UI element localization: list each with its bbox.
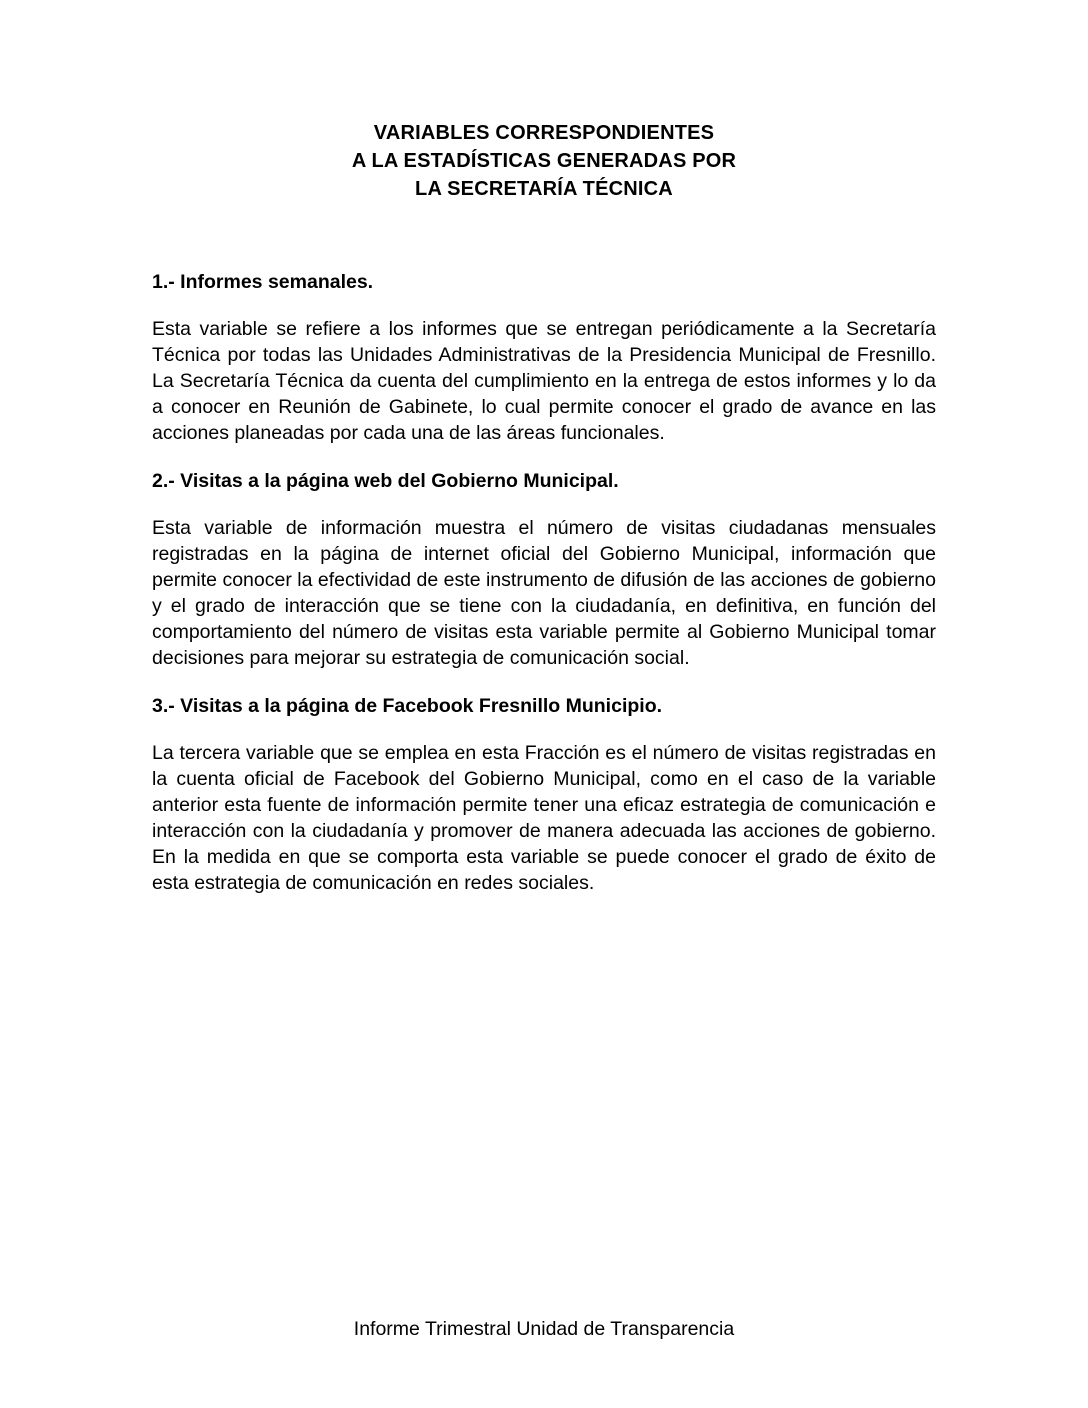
- section-visitas-pagina-web: [152, 468, 936, 671]
- section-visitas-facebook: [152, 693, 936, 896]
- document-title-line-2: A LA ESTADÍSTICAS GENERADAS POR: [351, 150, 737, 172]
- section-informes-semanales: [152, 269, 936, 446]
- document-title: [152, 119, 936, 203]
- document-title-line-3: LA SECRETARÍA TÉCNICA: [415, 178, 673, 200]
- document-title-line-1: VARIABLES CORRESPONDIENTES: [373, 122, 715, 144]
- section-heading: 2.- Visitas a la página web del Gobierno Municipal.: [152, 470, 619, 492]
- section-heading: 1.- Informes semanales.: [152, 271, 374, 293]
- section-body: La tercera variable que se emplea en esta Fracción es el número de visitas registradas en la cuenta oficial de Facebook del Gobierno Municipal, como en el caso de la variable anterior esta fuente de información permite tener una eficaz estrategia de comunicación e interacción con la ciudadanía y promover de manera adecuada las acciones de gobierno. En la medida en que se comporta esta variable se puede conocer el grado de éxito de esta estrategia de comunicación en redes sociales.: [152, 742, 936, 894]
- document-footer: Informe Trimestral Unidad de Transparencia: [353, 1318, 735, 1340]
- section-body: Esta variable de información muestra el número de visitas ciudadanas mensuales registradas en la página de internet oficial del Gobierno Municipal, información que permite conocer la efectividad de este instrumento de difusión de las acciones de gobierno y el grado de interacción que se tiene con la ciudadanía, en definitiva, en función del comportamiento del número de visitas esta variable permite al Gobierno Municipal tomar decisiones para mejorar su estrategia de comunicación social.: [152, 517, 936, 669]
- section-heading: 3.- Visitas a la página de Facebook Fresnillo Municipio.: [152, 695, 663, 717]
- section-body: Esta variable se refiere a los informes que se entregan periódicamente a la Secretaría Técnica por todas las Unidades Administrativas de la Presidencia Municipal de Fresnillo. La Secretaría Técnica da cuenta del cumplimiento en la entrega de estos informes y lo da a conocer en Reunión de Gabinete, lo cual permite conocer el grado de avance en las acciones planeadas por cada una de las áreas funcionales.: [152, 318, 936, 444]
